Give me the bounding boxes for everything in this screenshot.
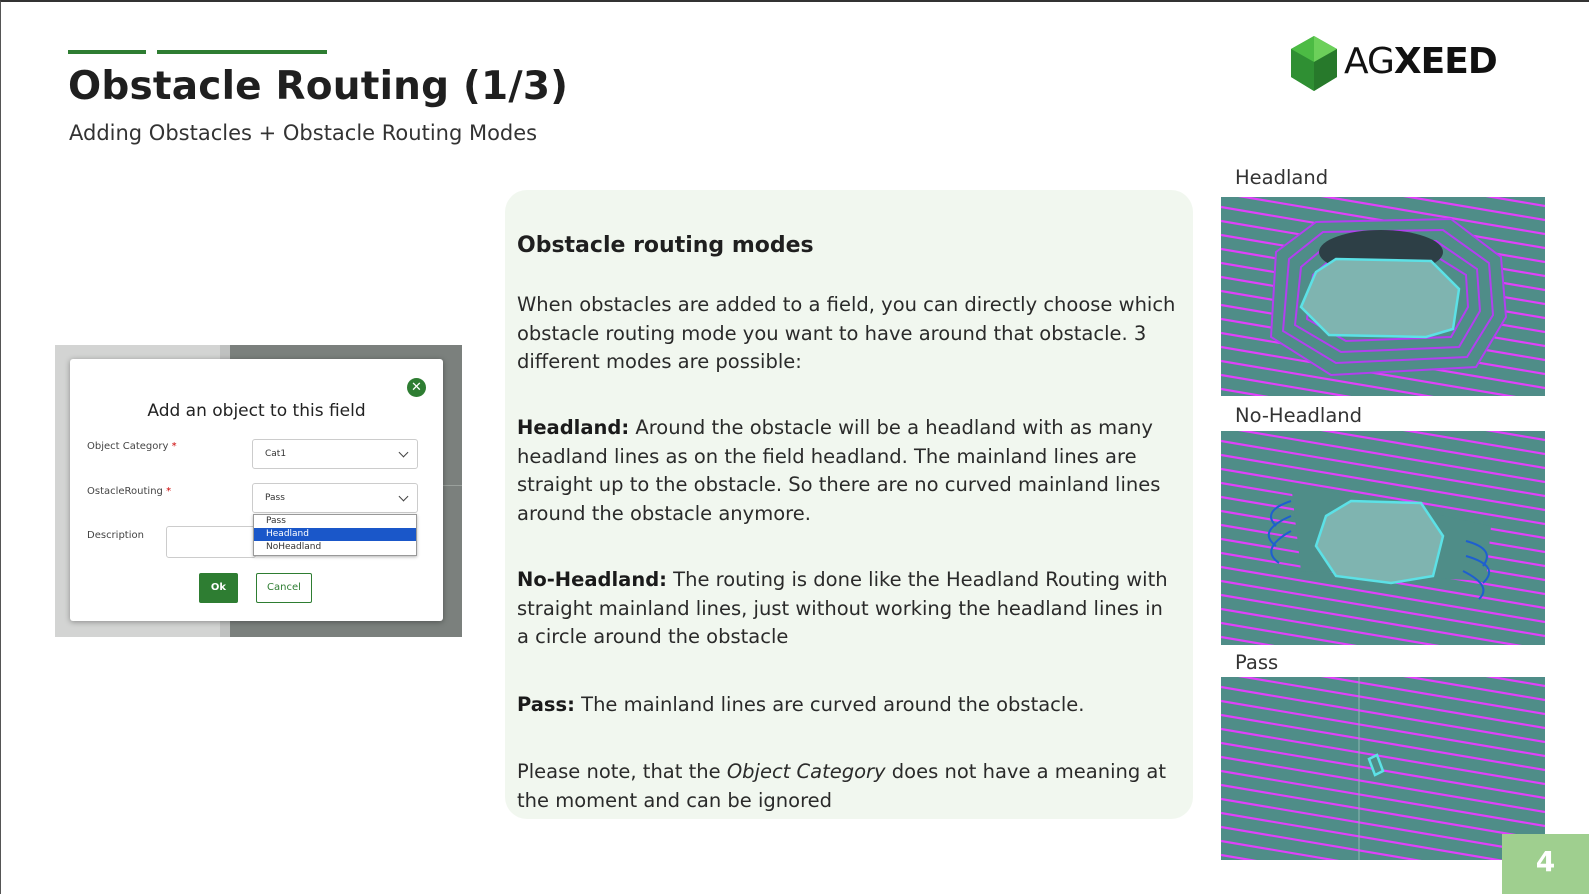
- dropdown-option-pass[interactable]: Pass: [266, 516, 286, 526]
- headland-map-image: [1221, 197, 1545, 396]
- slide-subtitle: Adding Obstacles + Obstacle Routing Modes: [69, 121, 538, 145]
- pass-paragraph: [517, 691, 1181, 720]
- page-number: 4: [1502, 834, 1589, 894]
- intro-paragraph: When obstacles are added to a field, you can directly choose which obstacle routing mode you want to have around that obstacle. 3 different modes are possible:: [517, 293, 1176, 373]
- noheadland-map-image: [1221, 431, 1545, 645]
- noheadland-text: The routing is done like the Headland Routing with straight mainland lines, just without working the headland lines in a circle around the obstacle: [517, 568, 1168, 648]
- routing-label-text: OstacleRouting: [87, 486, 163, 497]
- pass-term: Pass:: [517, 693, 575, 716]
- noheadland-paragraph: [517, 566, 1181, 652]
- object-category-label-text: Object Category: [87, 441, 169, 452]
- green-hexagon-gem-icon: [1288, 34, 1340, 94]
- cancel-button[interactable]: Cancel: [256, 573, 312, 603]
- pass-text: The mainland lines are curved around the obstacle.: [574, 693, 1085, 716]
- headland-image-label: Headland: [1235, 166, 1329, 189]
- chevron-down-icon: [399, 448, 409, 458]
- routing-modes-heading: Obstacle routing modes: [517, 233, 814, 258]
- add-object-dialog: [70, 359, 443, 621]
- headland-map-svg: [1221, 197, 1545, 396]
- dialog-screenshot: [55, 345, 462, 637]
- logo-text: [1344, 41, 1497, 82]
- note-italic: Object Category: [726, 760, 886, 783]
- noheadland-term: No-Headland:: [517, 568, 667, 591]
- routing-dropdown-list: [253, 514, 417, 556]
- note-prefix: Please note, that the: [517, 760, 727, 783]
- pass-image-label: Pass: [1235, 651, 1279, 674]
- routing-value: Pass: [265, 493, 285, 503]
- slide-title: Obstacle Routing (1/3): [68, 64, 569, 109]
- logo-text-light: AG: [1344, 41, 1394, 82]
- object-category-value: Cat1: [265, 449, 287, 459]
- headland-paragraph: [517, 414, 1181, 528]
- chevron-down-icon: [399, 492, 409, 502]
- object-category-label: [87, 441, 177, 452]
- required-mark: *: [166, 486, 172, 497]
- dropdown-option-noheadland[interactable]: NoHeadland: [266, 542, 322, 552]
- routing-modes-textbox: [505, 190, 1193, 819]
- routing-select[interactable]: [252, 483, 418, 513]
- note-suffix: does not have a meaning at the moment and can be ignored: [517, 760, 1167, 812]
- pass-map-image: [1221, 677, 1545, 860]
- title-accent-bar-left: [68, 50, 146, 54]
- object-category-select[interactable]: [252, 439, 418, 469]
- headland-text: Around the obstacle will be a headland with as many headland lines as on the field headland. The mainland lines are straight up to the obstacle. So there are no curved mainland lines around the obstacle anymore.: [517, 416, 1161, 525]
- agxeed-logo: [1288, 34, 1513, 94]
- headland-term: Headland:: [517, 416, 630, 439]
- title-accent-bar-right: [157, 50, 327, 54]
- noheadland-image-label: No-Headland: [1235, 404, 1363, 427]
- close-icon[interactable]: ✕: [407, 378, 426, 397]
- noheadland-map-svg: [1221, 431, 1545, 645]
- logo-text-bold: XEED: [1393, 41, 1497, 82]
- required-mark: *: [171, 441, 177, 452]
- routing-label: [87, 486, 171, 497]
- dropdown-option-headland[interactable]: Headland: [254, 528, 416, 541]
- description-input[interactable]: [166, 526, 256, 558]
- description-label: Description: [87, 530, 144, 541]
- pass-map-svg: [1221, 677, 1545, 860]
- note-paragraph: [517, 758, 1181, 815]
- dialog-title: Add an object to this field: [147, 401, 366, 421]
- ok-button[interactable]: Ok: [199, 573, 238, 603]
